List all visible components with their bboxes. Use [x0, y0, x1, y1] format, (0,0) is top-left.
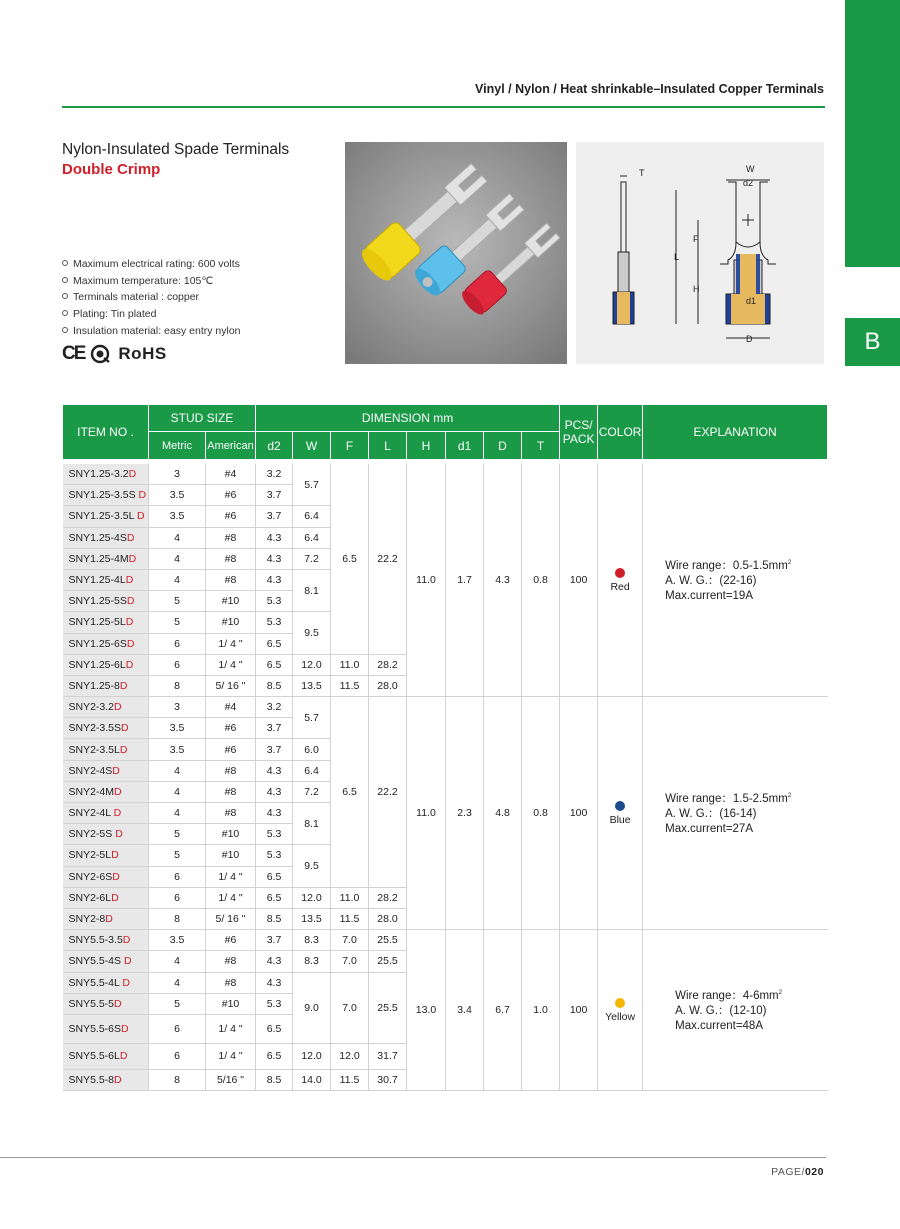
t-cell: 0.8	[522, 464, 560, 697]
product-subtitle: Double Crimp	[62, 161, 161, 178]
d1-cell: 1.7	[446, 464, 484, 697]
metric-cell: 4	[149, 951, 206, 972]
d2-cell: 6.5	[256, 1014, 293, 1043]
american-cell: #4	[206, 697, 256, 718]
h-cell: 13.0	[407, 930, 446, 1091]
color-cell	[598, 930, 643, 1091]
american-cell: #8	[206, 803, 256, 824]
american-cell: #8	[206, 972, 256, 993]
american-cell: #6	[206, 485, 256, 506]
american-cell: #10	[206, 612, 256, 633]
dim-label-f: F	[693, 234, 699, 244]
l-cell: 22.2	[369, 464, 407, 654]
header-pcs: PCS/	[564, 418, 593, 432]
l-cell: 31.7	[369, 1043, 407, 1069]
header-dimension: DIMENSION mm	[256, 405, 560, 432]
item-no: SNY1.25-5LD	[63, 612, 149, 633]
w-cell: 9.5	[293, 845, 331, 887]
w-cell: 12.0	[293, 654, 331, 675]
item-no: SNY1.25-3.5L D	[63, 506, 149, 527]
metric-cell: 5	[149, 824, 206, 845]
american-cell: 5/16 "	[206, 1069, 256, 1090]
item-no: SNY5.5-4L D	[63, 972, 149, 993]
item-no: SNY2-3.5SD	[63, 718, 149, 739]
metric-cell: 4	[149, 972, 206, 993]
american-cell: #8	[206, 951, 256, 972]
w-cell: 7.2	[293, 781, 331, 802]
d2-cell: 3.7	[256, 485, 293, 506]
color-dot-icon	[615, 568, 625, 578]
metric-cell: 6	[149, 1014, 206, 1043]
explanation-cell: Wire range：$1.5-2.5mm^2$ A. W. G.：(16-14) Max.current=27A	[643, 697, 828, 930]
f-cell: 12.0	[331, 1043, 369, 1069]
d2-cell: 3.2	[256, 464, 293, 485]
table-row	[63, 464, 828, 485]
item-no: SNY1.25-5SD	[63, 591, 149, 612]
l-cell: 25.5	[369, 972, 407, 1043]
d2-cell: 4.3	[256, 951, 293, 972]
metric-cell: 6	[149, 1043, 206, 1069]
metric-cell: 6	[149, 633, 206, 654]
d2-cell: 5.3	[256, 612, 293, 633]
d2-cell: 4.3	[256, 803, 293, 824]
item-no: SNY1.25-8D	[63, 675, 149, 696]
dim-label-l: L	[674, 252, 680, 262]
header-pack: PACK	[562, 432, 595, 446]
feature-item: Terminals material : copper	[62, 289, 241, 306]
american-cell: 1/ 4 "	[206, 1043, 256, 1069]
american-cell: #8	[206, 548, 256, 569]
item-no: SNY5.5-5D	[63, 993, 149, 1014]
american-cell: 1/ 4 "	[206, 866, 256, 887]
w-cell: 14.0	[293, 1069, 331, 1090]
american-cell: #8	[206, 527, 256, 548]
pcs-cell: 100	[560, 697, 598, 930]
w-cell: 8.3	[293, 930, 331, 951]
l-cell: 25.5	[369, 930, 407, 951]
d2-cell: 4.3	[256, 972, 293, 993]
american-cell: #10	[206, 824, 256, 845]
header-stud-size: STUD SIZE	[149, 405, 256, 432]
t-cell: 0.8	[522, 697, 560, 930]
item-no: SNY2-5LD	[63, 845, 149, 866]
american-cell: 1/ 4 "	[206, 654, 256, 675]
t-cell: 1.0	[522, 930, 560, 1091]
group-yellow	[63, 930, 828, 1091]
feature-item: Maximum temperature: 105℃	[62, 273, 241, 290]
feature-item: Plating: Tin plated	[62, 306, 241, 323]
d2-cell: 3.7	[256, 930, 293, 951]
metric-cell: 8	[149, 675, 206, 696]
item-no: SNY1.25-6LD	[63, 654, 149, 675]
f-cell: 11.0	[331, 654, 369, 675]
header-item-no: ITEM NO .	[63, 405, 149, 460]
l-cell: 28.0	[369, 675, 407, 696]
w-cell: 6.4	[293, 506, 331, 527]
item-no: SNY2-8D	[63, 908, 149, 929]
dim-label-t: T	[639, 168, 645, 178]
terminals-image	[345, 142, 567, 364]
d2-cell: 4.3	[256, 548, 293, 569]
header-w: W	[293, 432, 331, 460]
f-cell: 11.5	[331, 675, 369, 696]
color-name: Red	[610, 580, 630, 593]
w-cell: 7.2	[293, 548, 331, 569]
green-side-tab	[845, 0, 900, 267]
l-cell: 22.2	[369, 697, 407, 888]
w-cell: 13.5	[293, 675, 331, 696]
d2-cell: 6.5	[256, 887, 293, 908]
d2-cell: 5.3	[256, 591, 293, 612]
w-cell: 8.1	[293, 569, 331, 611]
d-cell: 6.7	[484, 930, 522, 1091]
w-cell: 13.5	[293, 908, 331, 929]
color-dot-icon	[615, 801, 625, 811]
metric-cell: 5	[149, 845, 206, 866]
f-cell: 11.0	[331, 887, 369, 908]
d2-cell: 5.3	[256, 845, 293, 866]
metric-cell: 4	[149, 781, 206, 802]
dim-label-w: W	[746, 164, 755, 174]
item-no: SNY2-3.2D	[63, 697, 149, 718]
item-no: SNY5.5-3.5D	[63, 930, 149, 951]
header-pcs-pack	[560, 405, 598, 460]
h-cell: 11.0	[407, 697, 446, 930]
d2-cell: 3.2	[256, 697, 293, 718]
item-no: SNY2-4MD	[63, 781, 149, 802]
f-cell: 11.5	[331, 908, 369, 929]
dim-label-d1: d1	[746, 296, 757, 306]
american-cell: 1/ 4 "	[206, 887, 256, 908]
metric-cell: 5	[149, 591, 206, 612]
f-cell: 7.0	[331, 972, 369, 1043]
table-row	[63, 930, 828, 951]
explanation-cell: Wire range：$0.5-1.5mm^2$ A. W. G.：(22-16) Max.current=19A	[643, 464, 828, 697]
group-red	[63, 464, 828, 697]
product-photo	[345, 142, 567, 364]
w-cell: 6.4	[293, 760, 331, 781]
l-cell: 30.7	[369, 1069, 407, 1090]
american-cell: #8	[206, 781, 256, 802]
d2-cell: 5.3	[256, 993, 293, 1014]
d2-cell: 6.5	[256, 866, 293, 887]
certification-logos	[62, 343, 167, 365]
item-no: SNY1.25-3.5S D	[63, 485, 149, 506]
w-cell: 12.0	[293, 887, 331, 908]
metric-cell: 3	[149, 464, 206, 485]
f-cell: 7.0	[331, 930, 369, 951]
header-f: F	[331, 432, 369, 460]
explanation-cell: Wire range：$4-6mm^2$ A. W. G.：(12-10) Max.current=48A	[643, 930, 828, 1091]
h-cell: 11.0	[407, 464, 446, 697]
d2-cell: 6.5	[256, 633, 293, 654]
item-no: SNY2-6SD	[63, 866, 149, 887]
l-cell: 28.0	[369, 908, 407, 929]
ce-mark: CE	[62, 343, 85, 364]
w-cell: 5.7	[293, 464, 331, 506]
dim-label-d: D	[746, 334, 753, 344]
american-cell: #6	[206, 718, 256, 739]
header-metric: Metric	[149, 432, 206, 460]
metric-cell: 8	[149, 1069, 206, 1090]
american-cell: 1/ 4 "	[206, 1014, 256, 1043]
d2-cell: 4.3	[256, 781, 293, 802]
w-cell: 12.0	[293, 1043, 331, 1069]
product-title: Nylon-Insulated Spade Terminals	[62, 141, 290, 158]
w-cell: 6.0	[293, 739, 331, 760]
item-no: SNY1.25-4MD	[63, 548, 149, 569]
metric-cell: 4	[149, 548, 206, 569]
d-cell: 4.3	[484, 464, 522, 697]
f-cell: 6.5	[331, 464, 369, 654]
metric-cell: 3.5	[149, 485, 206, 506]
item-no: SNY2-4SD	[63, 760, 149, 781]
item-no: SNY1.25-6SD	[63, 633, 149, 654]
item-no: SNY2-5S D	[63, 824, 149, 845]
header-color: COLOR	[598, 405, 643, 460]
color-dot-icon	[615, 998, 625, 1008]
d2-cell: 3.7	[256, 718, 293, 739]
header-american: American	[206, 432, 256, 460]
d2-cell: 8.5	[256, 908, 293, 929]
d-cell: 4.8	[484, 697, 522, 930]
group-blue	[63, 697, 828, 930]
w-cell: 8.1	[293, 803, 331, 845]
american-cell: 5/ 16 "	[206, 908, 256, 929]
d2-cell: 6.5	[256, 1043, 293, 1069]
american-cell: #10	[206, 845, 256, 866]
dimension-diagram	[576, 142, 824, 364]
l-cell: 28.2	[369, 887, 407, 908]
d2-cell: 4.3	[256, 527, 293, 548]
header-h: H	[407, 432, 446, 460]
metric-cell: 4	[149, 760, 206, 781]
header-l: L	[369, 432, 407, 460]
l-cell: 28.2	[369, 654, 407, 675]
header-divider	[62, 106, 825, 108]
item-no: SNY5.5-4S D	[63, 951, 149, 972]
dim-label-d2: d2	[743, 178, 754, 188]
header-t: T	[522, 432, 560, 460]
item-no: SNY2-3.5LD	[63, 739, 149, 760]
d2-cell: 8.5	[256, 1069, 293, 1090]
metric-cell: 3.5	[149, 506, 206, 527]
american-cell: #8	[206, 760, 256, 781]
d1-cell: 2.3	[446, 697, 484, 930]
terminal-drawing	[576, 142, 824, 364]
rohs-mark: RoHS	[118, 344, 167, 363]
footer-divider	[0, 1157, 826, 1158]
item-no: SNY2-4L D	[63, 803, 149, 824]
header-d2: d2	[256, 432, 293, 460]
spec-table	[62, 404, 828, 1091]
american-cell: #4	[206, 464, 256, 485]
american-cell: 5/ 16 "	[206, 675, 256, 696]
item-no: SNY1.25-4SD	[63, 527, 149, 548]
w-cell: 5.7	[293, 697, 331, 739]
american-cell: #6	[206, 739, 256, 760]
metric-cell: 4	[149, 569, 206, 590]
item-no: SNY2-6LD	[63, 887, 149, 908]
header-d1: d1	[446, 432, 484, 460]
item-no: SNY1.25-3.2D	[63, 464, 149, 485]
metric-cell: 3.5	[149, 930, 206, 951]
f-cell: 6.5	[331, 697, 369, 888]
feature-list	[62, 256, 241, 339]
header-d: D	[484, 432, 522, 460]
item-no: SNY5.5-8D	[63, 1069, 149, 1090]
metric-cell: 5	[149, 993, 206, 1014]
american-cell: #10	[206, 993, 256, 1014]
feature-item: Insulation material: easy entry nylon	[62, 323, 241, 340]
color-cell	[598, 697, 643, 930]
color-name: Blue	[609, 813, 631, 826]
table-row	[63, 697, 828, 718]
metric-cell: 4	[149, 527, 206, 548]
item-no: SNY5.5-6LD	[63, 1043, 149, 1069]
item-no: SNY1.25-4LD	[63, 569, 149, 590]
f-cell: 11.5	[331, 1069, 369, 1090]
w-cell: 6.4	[293, 527, 331, 548]
metric-cell: 3.5	[149, 739, 206, 760]
w-cell: 8.3	[293, 951, 331, 972]
metric-cell: 8	[149, 908, 206, 929]
metric-cell: 6	[149, 654, 206, 675]
d2-cell: 3.7	[256, 739, 293, 760]
section-tab-b: B	[845, 318, 900, 366]
w-cell: 9.5	[293, 612, 331, 654]
item-no: SNY5.5-6SD	[63, 1014, 149, 1043]
d2-cell: 6.5	[256, 654, 293, 675]
feature-item: Maximum electrical rating: 600 volts	[62, 256, 241, 273]
page-header-title: Vinyl / Nylon / Heat shrinkable–Insulated Copper Terminals	[475, 82, 824, 96]
d2-cell: 3.7	[256, 506, 293, 527]
d2-cell: 4.3	[256, 760, 293, 781]
d2-cell: 5.3	[256, 824, 293, 845]
approval-seal-icon	[90, 344, 112, 364]
metric-cell: 3.5	[149, 718, 206, 739]
d2-cell: 4.3	[256, 569, 293, 590]
d2-cell: 8.5	[256, 675, 293, 696]
american-cell: #10	[206, 591, 256, 612]
pcs-cell: 100	[560, 464, 598, 697]
d1-cell: 3.4	[446, 930, 484, 1091]
metric-cell: 5	[149, 612, 206, 633]
metric-cell: 3	[149, 697, 206, 718]
f-cell: 7.0	[331, 951, 369, 972]
color-name: Yellow	[605, 1010, 636, 1023]
american-cell: #8	[206, 569, 256, 590]
header-explanation: EXPLANATION	[643, 405, 828, 460]
l-cell: 25.5	[369, 951, 407, 972]
w-cell: 9.0	[293, 972, 331, 1043]
pcs-cell: 100	[560, 930, 598, 1091]
american-cell: 1/ 4 "	[206, 633, 256, 654]
page-number: PAGE/020	[771, 1166, 824, 1178]
american-cell: #6	[206, 506, 256, 527]
dim-label-h: H	[693, 284, 700, 294]
american-cell: #6	[206, 930, 256, 951]
metric-cell: 6	[149, 887, 206, 908]
color-cell	[598, 464, 643, 697]
metric-cell: 6	[149, 866, 206, 887]
metric-cell: 4	[149, 803, 206, 824]
